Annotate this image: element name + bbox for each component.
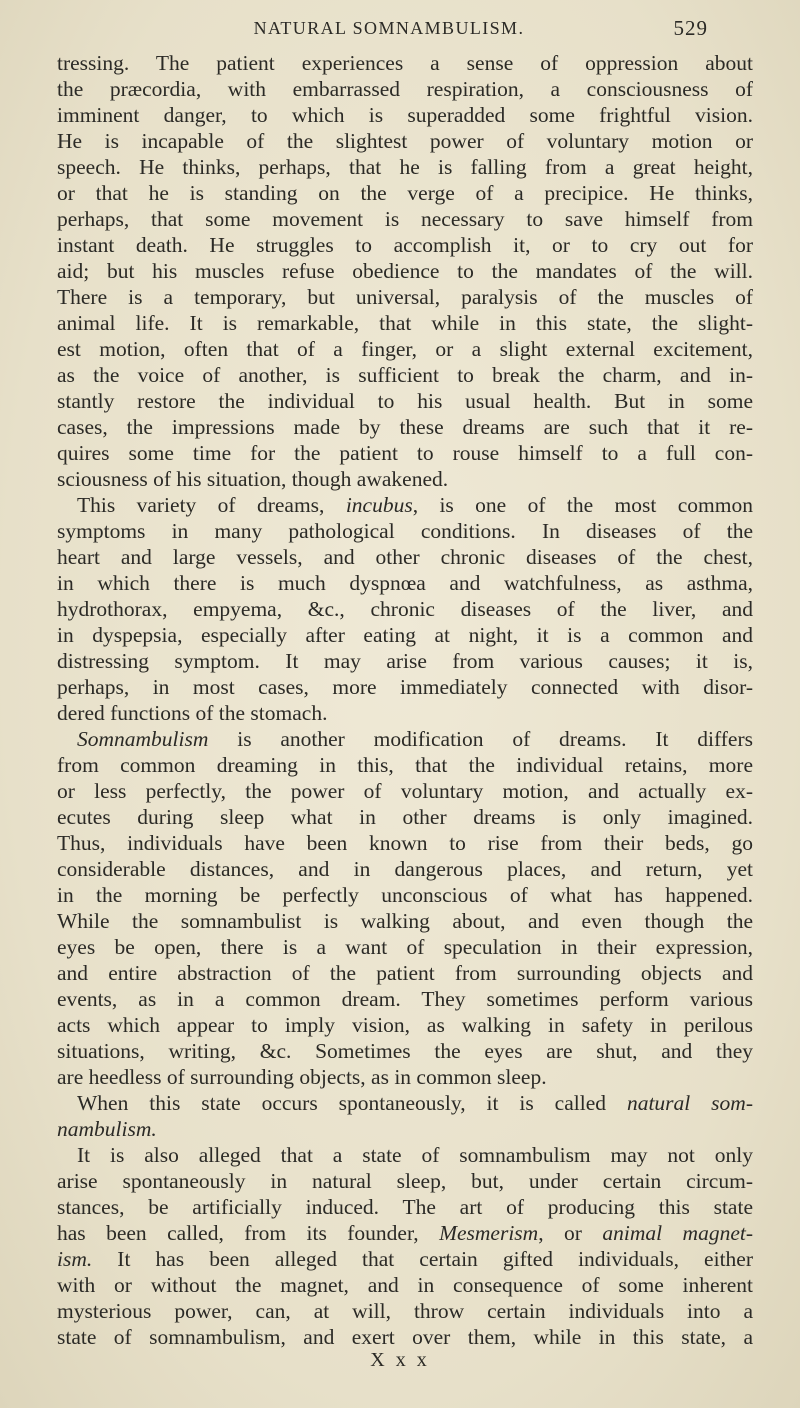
text-line: eyes be open, there is a want of speculation in their expression, — [57, 935, 753, 959]
text-line: heart and large vessels, and other chronic diseases of the chest, — [57, 545, 753, 569]
text-line: dered functions of the stomach. — [57, 701, 328, 725]
running-title: NATURAL SOMNAMBULISM. — [253, 18, 525, 38]
text-line: He is incapable of the slightest power of voluntary motion or — [57, 129, 753, 153]
text-line: Thus, individuals have been known to rise from their beds, go — [57, 831, 753, 855]
text-line: This variety of dreams, incubus, is one of the most common — [77, 493, 753, 517]
text-line: perhaps, in most cases, more immediately connected with disor- — [57, 675, 753, 699]
text-line: There is a temporary, but universal, paralysis of the muscles of — [57, 285, 753, 309]
text-line: in dyspepsia, especially after eating at night, it is a common and — [57, 623, 753, 647]
signature-mark: X x x — [370, 1349, 430, 1371]
page-header — [70, 16, 708, 44]
text-line: mysterious power, can, at will, throw certain individuals into a — [57, 1299, 753, 1323]
text-line: quires some time for the patient to rouse himself to a full con- — [57, 441, 753, 465]
page-number: 529 — [673, 16, 708, 40]
text-line: considerable distances, and in dangerous places, and return, yet — [57, 857, 753, 881]
text-line: When this state occurs spontaneously, it is called natural som- — [77, 1091, 753, 1115]
text-line: tressing. The patient experiences a sense of oppression about — [57, 51, 753, 75]
text-line: as the voice of another, is sufficient to break the charm, and in- — [57, 363, 753, 387]
text-line: While the somnambulist is walking about, and even though the — [57, 909, 753, 933]
text-line: from common dreaming in this, that the individual retains, more — [57, 753, 753, 777]
text-line: in which there is much dyspnœa and watchfulness, as asthma, — [57, 571, 753, 595]
text-line: instant death. He struggles to accomplish it, or to cry out for — [57, 233, 753, 257]
text-line: or that he is standing on the verge of a precipice. He thinks, — [57, 181, 753, 205]
text-line: stances, be artificially induced. The art of producing this state — [57, 1195, 753, 1219]
text-line: nambulism. — [57, 1117, 157, 1141]
text-line: or less perfectly, the power of voluntary motion, and actually ex- — [57, 779, 753, 803]
text-line: ecutes during sleep what in other dreams is only imagined. — [57, 805, 753, 829]
text-line: sciousness of his situation, though awakened. — [57, 467, 449, 491]
body-text — [57, 50, 753, 1350]
text-line: symptoms in many pathological conditions. In diseases of the — [57, 519, 753, 543]
text-line: are heedless of surrounding objects, as in common sleep. — [57, 1065, 547, 1089]
text-line: Somnambulism is another modification of dreams. It differs — [77, 727, 753, 751]
text-line: state of somnambulism, and exert over them, while in this state, a — [57, 1325, 753, 1349]
text-line: arise spontaneously in natural sleep, but, under certain circum- — [57, 1169, 753, 1193]
text-line: with or without the magnet, and in consequence of some inherent — [57, 1273, 753, 1297]
text-line: It is also alleged that a state of somnambulism may not only — [77, 1143, 753, 1167]
text-line: est motion, often that of a finger, or a slight external excitement, — [57, 337, 753, 361]
text-line: in the morning be perfectly unconscious of what has happened. — [57, 883, 753, 907]
text-line: aid; but his muscles refuse obedience to the mandates of the will. — [57, 259, 753, 283]
text-line: distressing symptom. It may arise from various causes; it is, — [57, 649, 753, 673]
text-line: the præcordia, with embarrassed respiration, a consciousness of — [57, 77, 753, 101]
text-line: events, as in a common dream. They sometimes perform various — [57, 987, 753, 1011]
text-line: animal life. It is remarkable, that while in this state, the slight- — [57, 311, 753, 335]
text-line: hydrothorax, empyema, &c., chronic diseases of the liver, and — [57, 597, 753, 621]
text-line: perhaps, that some movement is necessary to save himself from — [57, 207, 753, 231]
text-line: cases, the impressions made by these dreams are such that it re- — [57, 415, 753, 439]
text-line: and entire abstraction of the patient from surrounding objects and — [57, 961, 753, 985]
text-line: speech. He thinks, perhaps, that he is falling from a great height, — [57, 155, 753, 179]
text-line: acts which appear to imply vision, as walking in safety in perilous — [57, 1013, 753, 1037]
text-line: stantly restore the individual to his usual health. But in some — [57, 389, 753, 413]
text-line: situations, writing, &c. Sometimes the eyes are shut, and they — [57, 1039, 753, 1063]
text-line: has been called, from its founder, Mesmerism, or animal magnet- — [57, 1221, 753, 1245]
text-line: ism. It has been alleged that certain gifted individuals, either — [57, 1247, 753, 1271]
text-line: imminent danger, to which is superadded some frightful vision. — [57, 103, 753, 127]
